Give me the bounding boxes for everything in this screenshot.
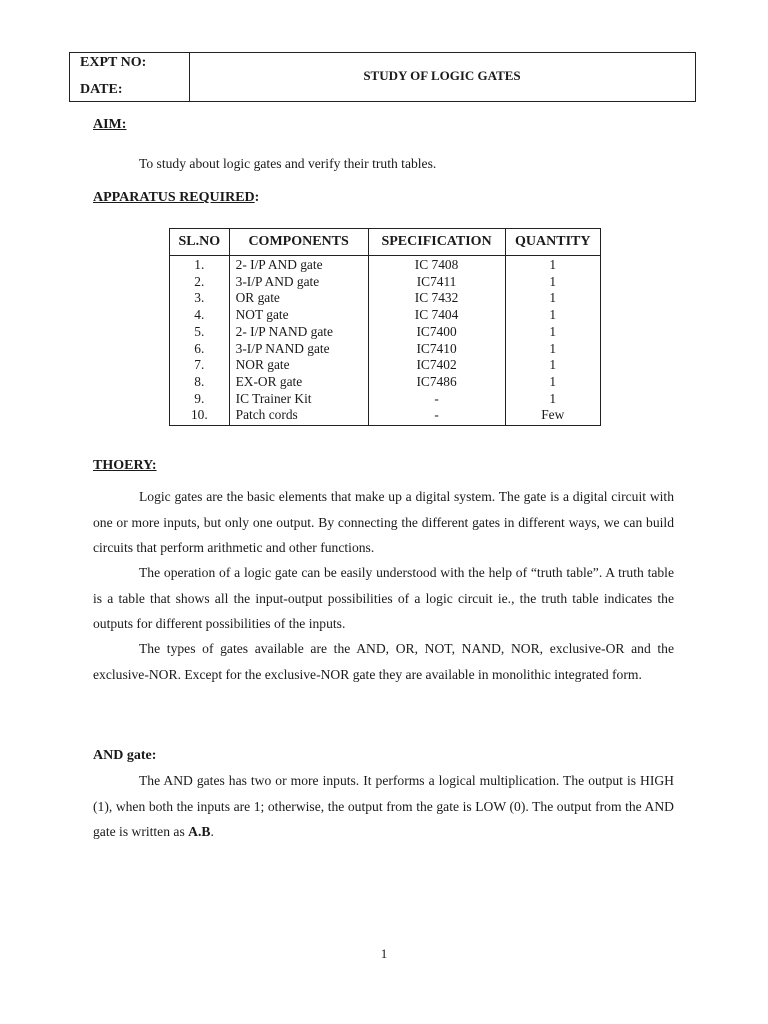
date-label: DATE: [80,82,123,97]
table-row [170,407,601,425]
cell-slno: 7. [170,357,230,374]
cell-slno: 6. [170,341,230,358]
cell-quantity: 1 [505,256,600,274]
cell-specification: IC 7404 [368,307,505,324]
column-header-slno: SL.NO [170,229,230,256]
column-header-quantity: QUANTITY [505,229,600,256]
table-row [170,391,601,408]
cell-slno: 1. [170,256,230,274]
cell-slno: 10. [170,407,230,425]
theory-paragraph-2: The operation of a logic gate can be easily understood with the help of “truth table”. A truth table is a table that shows all the input-output possibilities of a logic circuit ie., the truth table indicates the outputs for different possibilities of the inputs. [93,565,674,631]
cell-slno: 8. [170,374,230,391]
cell-quantity: 1 [505,324,600,341]
cell-specification: IC7400 [368,324,505,341]
column-header-components: COMPONENTS [229,229,368,256]
apparatus-table-header-row [170,229,601,256]
column-header-specification: SPECIFICATION [368,229,505,256]
cell-slno: 3. [170,290,230,307]
expt-no-label: EXPT NO: [80,55,147,70]
cell-quantity: Few [505,407,600,425]
cell-quantity: 1 [505,274,600,291]
cell-quantity: 1 [505,341,600,358]
cell-quantity: 1 [505,391,600,408]
cell-component: EX-OR gate [229,374,368,391]
table-row [170,374,601,391]
apparatus-heading-colon: : [254,190,260,205]
cell-component: NOT gate [229,307,368,324]
cell-slno: 4. [170,307,230,324]
theory-paragraph-3: The types of gates available are the AND, OR, NOT, NAND, NOR, exclusive-OR and the exclusive-NOR. Except for the exclusive-NOR gate they are available in monolithic integrated form. [93,641,674,682]
cell-component: 3-I/P NAND gate [229,341,368,358]
table-row [170,274,601,291]
cell-slno: 2. [170,274,230,291]
cell-specification: IC7486 [368,374,505,391]
cell-component: 2- I/P AND gate [229,256,368,274]
cell-specification: - [368,391,505,408]
table-row [170,256,601,274]
and-gate-paragraph [93,768,674,845]
aim-heading: AIM: [93,117,127,132]
cell-specification: IC7410 [368,341,505,358]
table-row [170,324,601,341]
aim-text: To study about logic gates and verify their truth tables. [139,156,437,171]
table-row [170,357,601,374]
cell-quantity: 1 [505,357,600,374]
and-gate-period: . [210,824,214,839]
cell-component: 3-I/P AND gate [229,274,368,291]
experiment-title: STUDY OF LOGIC GATES [363,68,521,83]
cell-component: Patch cords [229,407,368,425]
cell-component: NOR gate [229,357,368,374]
cell-component: 2- I/P NAND gate [229,324,368,341]
cell-component: OR gate [229,290,368,307]
cell-quantity: 1 [505,374,600,391]
cell-specification: IC7411 [368,274,505,291]
cell-specification: IC 7408 [368,256,505,274]
and-gate-heading: AND gate: [93,748,157,763]
cell-specification: IC7402 [368,357,505,374]
theory-paragraph-1: Logic gates are the basic elements that make up a digital system. The gate is a digital circuit with one or more inputs, but only one output. By connecting the different gates in different ways, we can build circuits that perform arithmetic and other functions. [93,489,674,555]
table-row [170,290,601,307]
cell-specification: IC 7432 [368,290,505,307]
experiment-header-box [69,52,696,102]
cell-slno: 5. [170,324,230,341]
cell-quantity: 1 [505,307,600,324]
apparatus-table [169,228,601,426]
cell-quantity: 1 [505,290,600,307]
page-number: 1 [380,946,388,961]
and-gate-text: The AND gates has two or more inputs. It performs a logical multiplication. The output is HIGH (1), when both the inputs are 1; otherwise, the output from the gate is LOW (0). The output from the AND gate is written as [93,773,674,839]
cell-slno: 9. [170,391,230,408]
and-gate-expression: A.B [188,824,211,839]
theory-heading: THOERY: [93,458,157,473]
cell-specification: - [368,407,505,425]
apparatus-heading-text: APPARATUS REQUIRED [93,190,255,205]
header-left-cell [70,53,190,101]
table-row [170,307,601,324]
cell-component: IC Trainer Kit [229,391,368,408]
apparatus-heading [93,190,259,206]
table-row [170,341,601,358]
